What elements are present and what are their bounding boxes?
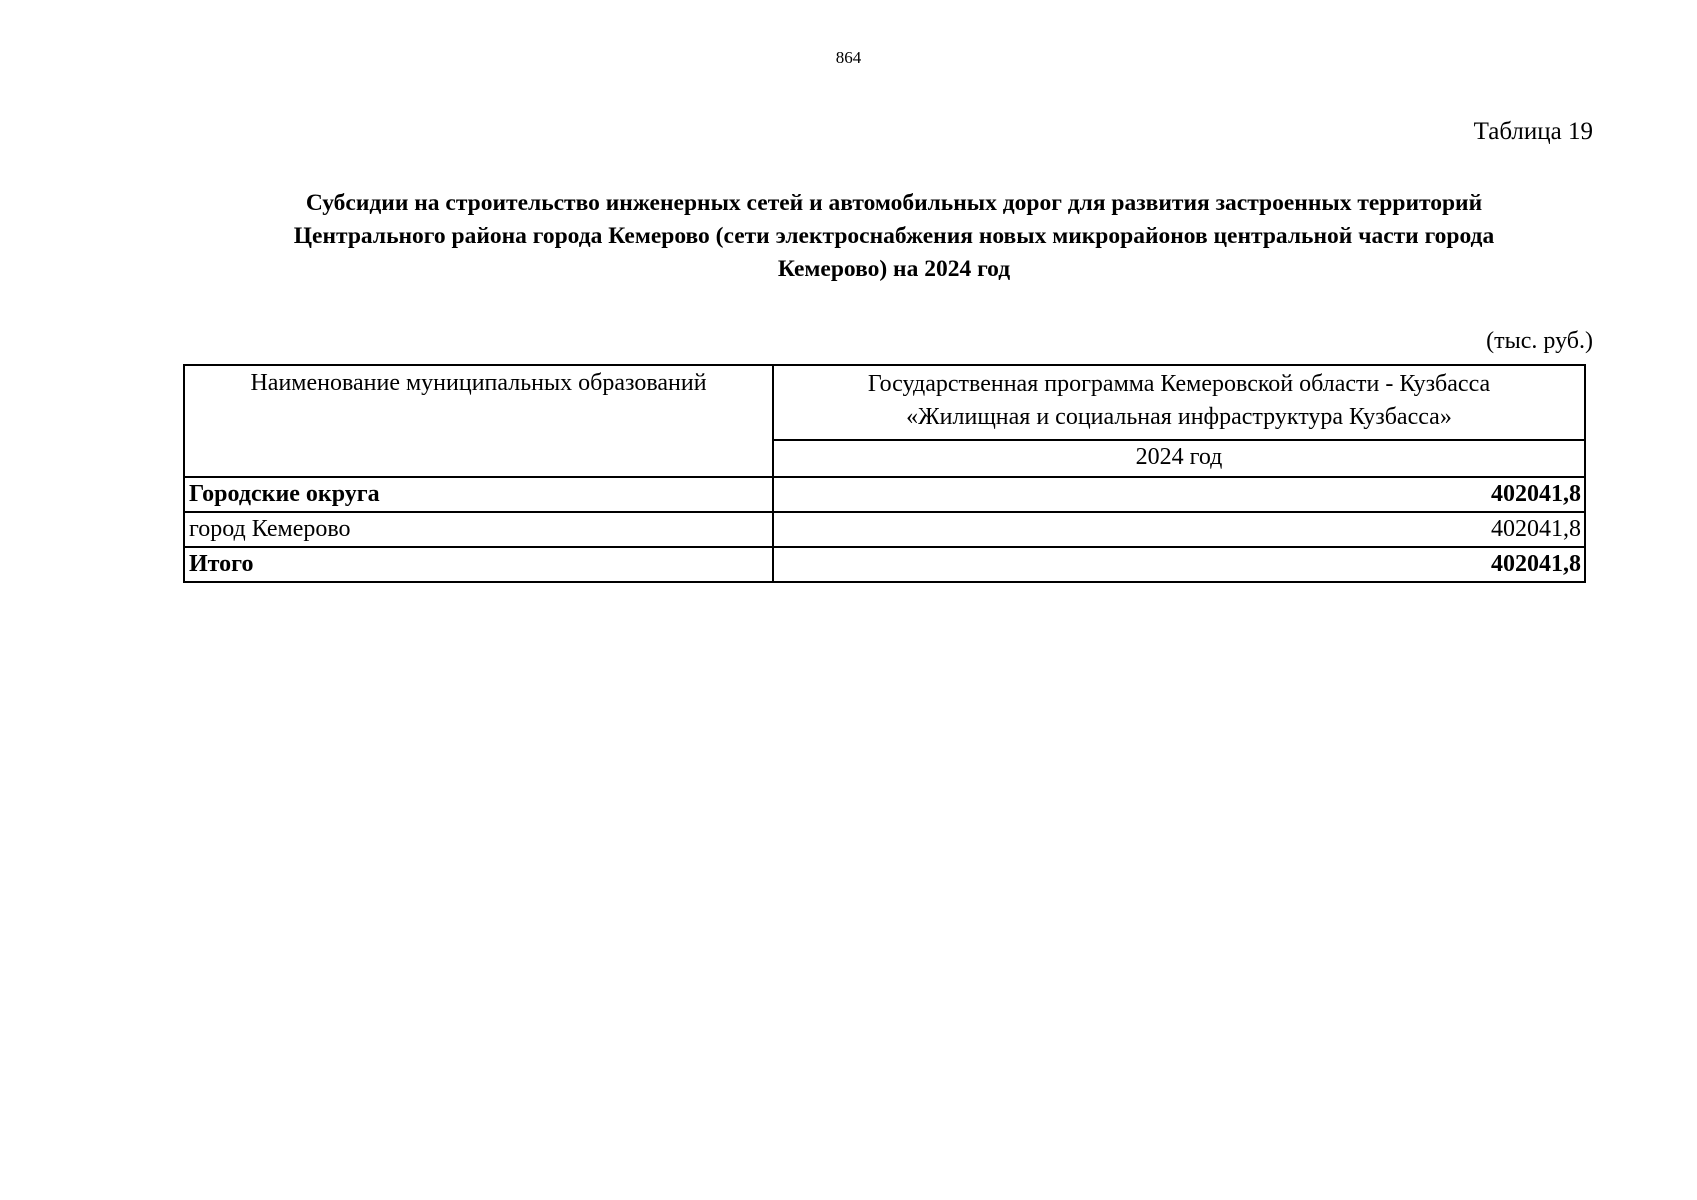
row-name: Итого (184, 547, 773, 582)
header-program-line-1: Государственная программа Кемеровской области - Кузбасса (867, 371, 1491, 397)
row-value: 402041,8 (773, 477, 1585, 512)
subsidy-table (183, 364, 1586, 583)
title-line-2: Центрального района города Кемерово (сети электроснабжения новых микрорайонов центральной части города (293, 223, 1495, 249)
header-municipality: Наименование муниципальных образований (184, 365, 773, 477)
row-value: 402041,8 (773, 512, 1585, 547)
row-value: 402041,8 (773, 547, 1585, 582)
table-row-total (184, 547, 1585, 582)
title-line-1: Субсидии на строительство инженерных сетей и автомобильных дорог для развития застроенных территорий (305, 190, 1483, 216)
row-name: город Кемерово (184, 512, 773, 547)
header-year: 2024 год (773, 440, 1585, 477)
document-title (190, 187, 1598, 286)
page-number: 864 (835, 48, 862, 67)
title-line-3: Кемерово) на 2024 год (777, 256, 1011, 282)
table-row (184, 477, 1585, 512)
header-program (773, 365, 1585, 440)
header-program-line-2: «Жилищная и социальная инфраструктура Кузбасса» (906, 404, 1452, 430)
table-header-row (184, 365, 1585, 440)
row-name: Городские округа (184, 477, 773, 512)
table-row (184, 512, 1585, 547)
units-label: (тыс. руб.) (1486, 328, 1593, 354)
table-label: Таблица 19 (1473, 118, 1593, 145)
